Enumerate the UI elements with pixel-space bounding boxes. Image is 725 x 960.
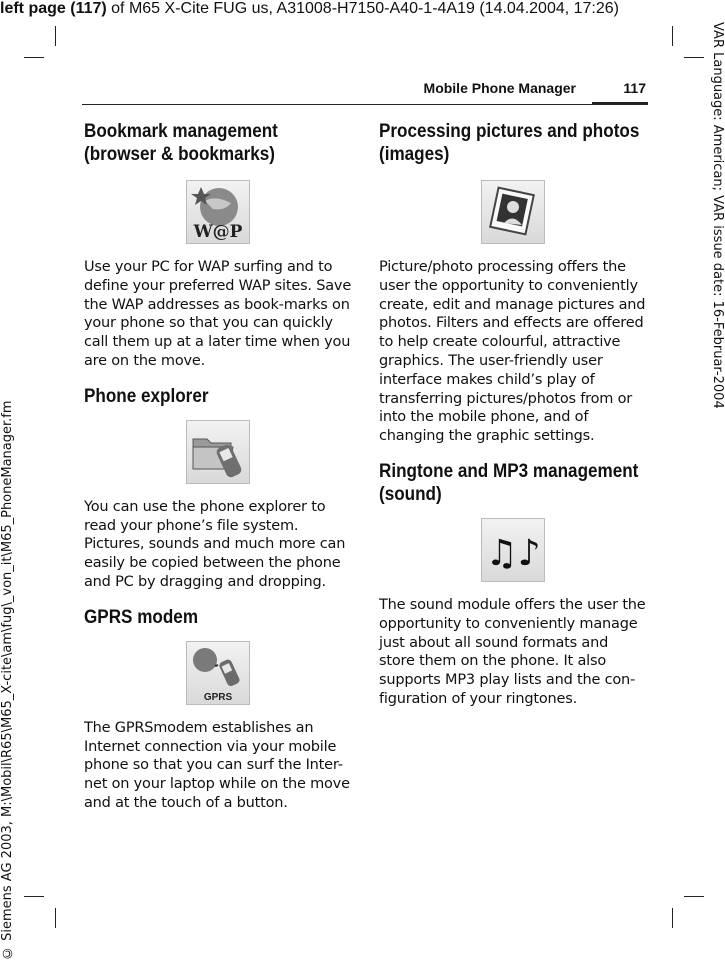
section-title: Bookmark management (browser & bookmarks) — [84, 121, 278, 165]
crop-mark — [672, 26, 673, 46]
print-info-details: of M65 X-Cite FUG us, A31008-H7150-A40-1-4A19 (14.04.2004, 17:26) — [106, 0, 619, 17]
crop-mark — [24, 57, 44, 58]
svg-text:GPRS: GPRS — [203, 691, 233, 703]
running-header-title: Mobile Phone Manager — [423, 80, 576, 96]
print-info-line — [0, 0, 725, 18]
print-info-page: left page (117) — [0, 0, 107, 17]
header-rule — [82, 104, 648, 105]
section-text: The sound module offers the user the opportunity to conveniently manage just about all sound formats and store them on the phone. It also supports MP3 play lists and the con-figuration of your ringtones. — [379, 596, 646, 707]
left-column — [84, 120, 352, 827]
section-gprs-modem — [84, 606, 352, 813]
svg-text:W@P: W@P — [193, 222, 243, 242]
header-rule-accent — [592, 102, 648, 105]
section-ringtone-mp3 — [379, 460, 647, 709]
section-processing-pictures — [379, 120, 647, 446]
crop-mark — [684, 896, 704, 897]
photo-frame-icon — [481, 180, 545, 244]
section-bookmark-management — [84, 120, 352, 371]
section-title: Ringtone and MP3 management (sound) — [379, 460, 639, 505]
section-title: Processing pictures and photos (images) — [379, 121, 640, 165]
section-title: Phone explorer — [84, 385, 209, 407]
page-number: 117 — [623, 80, 646, 96]
gprs-modem-icon — [186, 641, 250, 705]
section-text: Picture/photo processing offers the user the opportunity to conveniently create, edit and manage pictures and photos. Filters and effects are offered to help create colourful, attractive graphics. The user-friendly user interface makes child’s play of transferring pictures/photos from or into the mobile phone, and of changing the graphic settings. — [379, 259, 646, 445]
crop-mark — [55, 26, 56, 46]
right-column — [379, 120, 647, 723]
section-title: GPRS modem — [84, 606, 199, 628]
section-text: Use your PC for WAP surfing and to define your preferred WAP sites. Save the WAP addresses as book-marks on your phone so that you can quickly call them up at a later time when you are on the move. — [84, 259, 352, 369]
crop-mark — [672, 908, 673, 928]
svg-text:♫♪: ♫♪ — [485, 532, 541, 574]
crop-mark — [55, 908, 56, 928]
crop-mark — [684, 57, 704, 58]
side-text-copyright: © Siemens AG 2003, M:\Mobil\R65\M65_X-cite\am\fug\_von_it\M65_PhoneManager.fm — [0, 400, 15, 960]
side-text-var: VAR Language: American; VAR issue date: 16-Februar-2004 — [710, 22, 725, 409]
music-notes-icon — [481, 518, 545, 582]
section-text: The GPRSmodem establishes an Internet connection via your mobile phone so that you can surf the Inter-net on your laptop while on the move and at the touch of a button. — [84, 719, 350, 811]
crop-mark — [24, 896, 44, 897]
section-phone-explorer — [84, 385, 352, 592]
folder-phone-icon — [186, 420, 250, 484]
section-text: You can use the phone explorer to read your phone’s file system. Pictures, sounds and much more can easily be copied between the phone and PC by dragging and dropping. — [84, 498, 346, 590]
wap-globe-icon — [186, 180, 250, 244]
